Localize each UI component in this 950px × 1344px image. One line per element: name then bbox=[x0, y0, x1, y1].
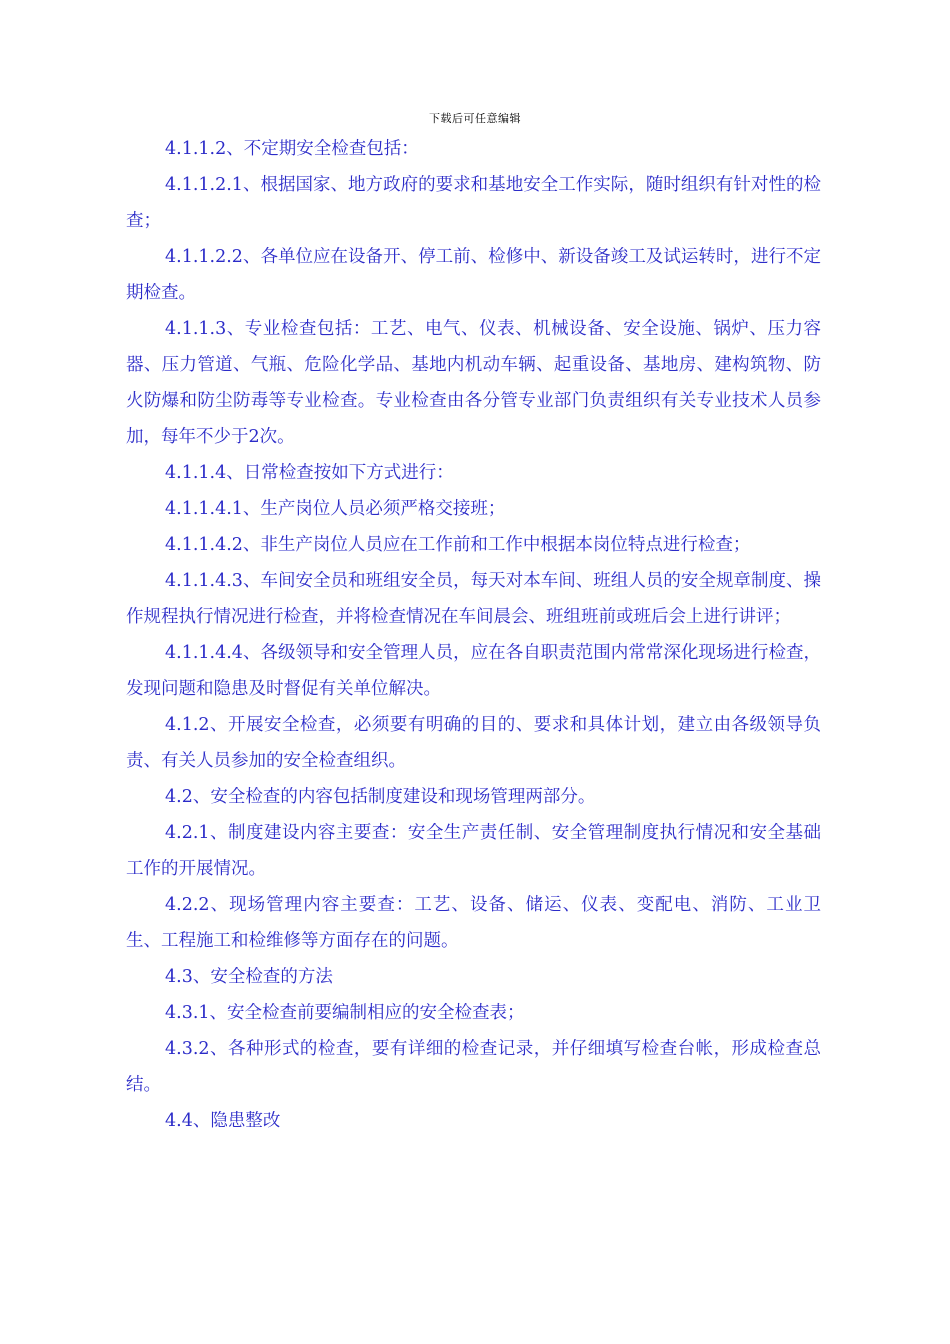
document-body bbox=[126, 131, 821, 1139]
paragraph-4-1-2: 4.1.2、开展安全检查，必须要有明确的目的、要求和具体计划，建立由各级领导负责、有关人员参加的安全检查组织。 bbox=[126, 715, 821, 771]
header-note: 下载后可任意编辑 bbox=[429, 112, 521, 125]
paragraph-4-3-2: 4.3.2、各种形式的检查，要有详细的检查记录，并仔细填写检查台帐，形成检查总结。 bbox=[126, 1039, 821, 1095]
paragraph-4-2-2: 4.2.2、现场管理内容主要查：工艺、设备、储运、仪表、变配电、消防、工业卫生、工程施工和检维修等方面存在的问题。 bbox=[126, 895, 821, 951]
paragraph-4-1-1-4-1: 4.1.1.4.1、生产岗位人员必须严格交接班； bbox=[165, 499, 506, 519]
paragraph-4-1-1-4-3: 4.1.1.4.3、车间安全员和班组安全员，每天对本车间、班组人员的安全规章制度、操作规程执行情况进行检查，并将检查情况在车间晨会、班组班前或班后会上进行讲评； bbox=[126, 571, 821, 627]
paragraph-4-1-1-3: 4.1.1.3、专业检查包括：工艺、电气、仪表、机械设备、安全设施、锅炉、压力容器、压力管道、气瓶、危险化学品、基地内机动车辆、起重设备、基地房、建构筑物、防火防爆和防尘防毒等专业检查。专业检查由各分管专业部门负责组织有关专业技术人员参加，每年不少于2次。 bbox=[126, 319, 821, 447]
paragraph-4-3: 4.3、安全检查的方法 bbox=[165, 967, 333, 987]
paragraph-4-1-1-4-2: 4.1.1.4.2、非生产岗位人员应在工作前和工作中根据本岗位特点进行检查； bbox=[165, 535, 751, 555]
paragraph-4-2: 4.2、安全检查的内容包括制度建设和现场管理两部分。 bbox=[165, 787, 596, 807]
paragraph-4-1-1-4: 4.1.1.4、日常检查按如下方式进行： bbox=[165, 463, 454, 483]
paragraph-4-1-1-2-1: 4.1.1.2.1、根据国家、地方政府的要求和基地安全工作实际，随时组织有针对性的检查； bbox=[126, 175, 821, 231]
paragraph-4-4: 4.4、隐患整改 bbox=[165, 1111, 281, 1131]
paragraph-4-1-1-2-2: 4.1.1.2.2、各单位应在设备开、停工前、检修中、新设备竣工及试运转时，进行不定期检查。 bbox=[126, 247, 821, 303]
paragraph-4-3-1: 4.3.1、安全检查前要编制相应的安全检查表； bbox=[165, 1003, 525, 1023]
paragraph-4-1-1-4-4: 4.1.1.4.4、各级领导和安全管理人员，应在各自职责范围内常常深化现场进行检查，发现问题和隐患及时督促有关单位解决。 bbox=[126, 643, 821, 699]
paragraph-4-2-1: 4.2.1、制度建设内容主要查：安全生产责任制、安全管理制度执行情况和安全基础工作的开展情况。 bbox=[126, 823, 821, 879]
paragraph-4-1-1-2: 4.1.1.2、不定期安全检查包括： bbox=[165, 139, 419, 159]
